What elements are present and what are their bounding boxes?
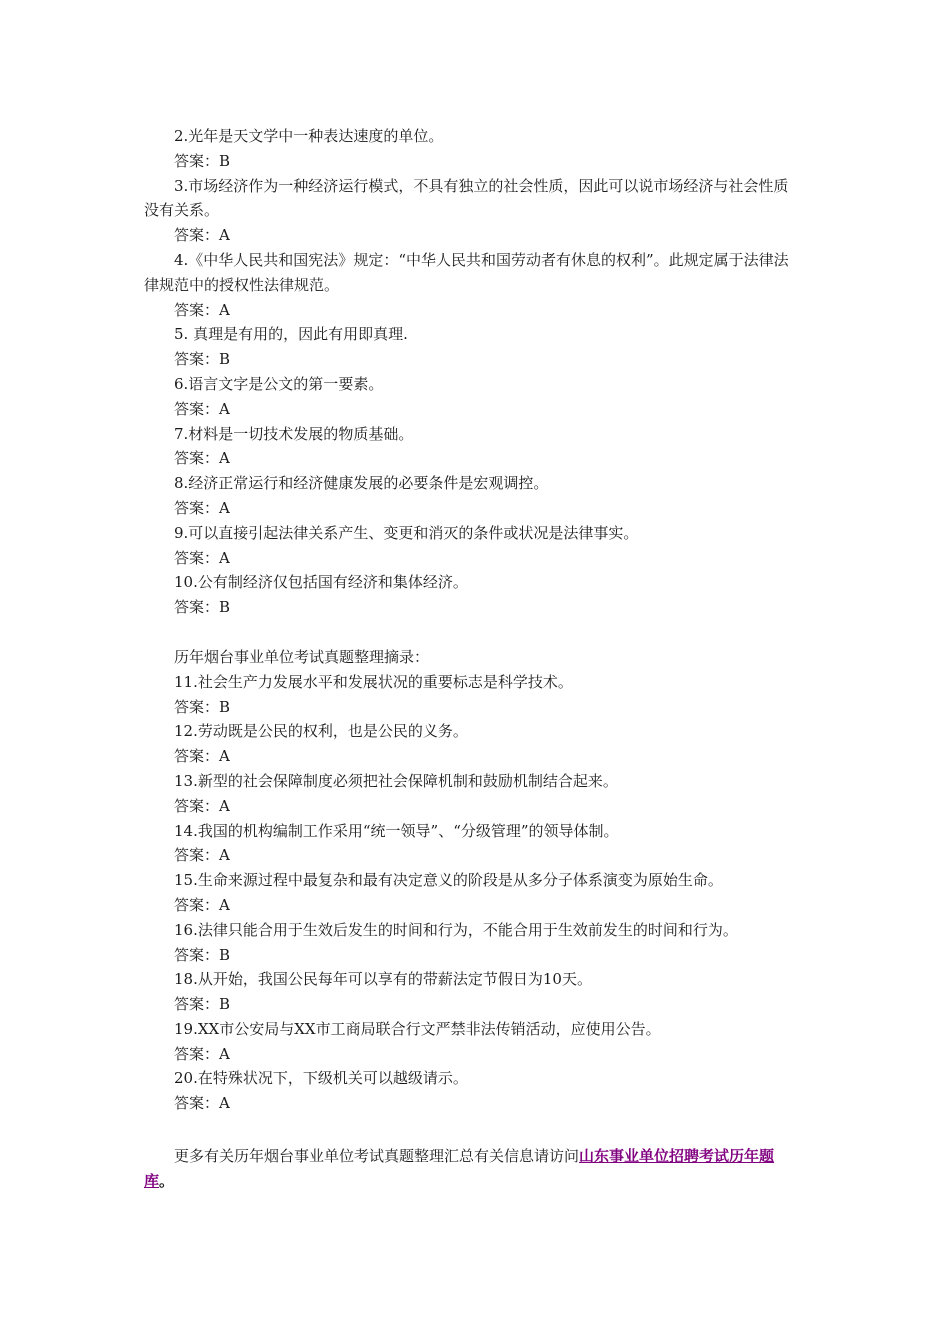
- footer-end: 。: [159, 1171, 175, 1190]
- question: 4.《中华人民共和国宪法》规定：“中华人民共和国劳动者有休息的权利”。此规定属于法律法律规范中的授权性法律规范。: [144, 250, 789, 294]
- answer: 答案：B: [174, 995, 231, 1014]
- section-heading: 历年烟台事业单位考试真题整理摘录：: [174, 647, 430, 666]
- answer: 答案：A: [174, 226, 230, 245]
- answer: 答案：A: [174, 796, 230, 815]
- question: 20.在特殊状况下，下级机关可以越级请示。: [174, 1069, 468, 1088]
- question: 3.市场经济作为一种经济运行模式，不具有独立的社会性质，因此可以说市场经济与社会性质没有关系。: [144, 176, 789, 220]
- footer-text: 更多有关历年烟台事业单位考试真题整理汇总有关信息请访问: [174, 1147, 580, 1166]
- question: 11.社会生产力发展水平和发展状况的重要标志是科学技术。: [174, 672, 573, 691]
- answer: 答案：B: [174, 697, 231, 716]
- question: 2.光年是天文学中一种表达速度的单位。: [174, 127, 444, 145]
- footer-paragraph: [144, 1144, 796, 1194]
- answer: 答案：A: [174, 449, 230, 468]
- question: 5. 真理是有用的，因此有用即真理.: [174, 325, 408, 344]
- question: 13.新型的社会保障制度必须把社会保障机制和鼓励机制结合起来。: [174, 771, 618, 790]
- answer: 答案：A: [174, 399, 230, 418]
- answer: 答案：A: [174, 548, 230, 567]
- question: 9.可以直接引起法律关系产生、变更和消灭的条件或状况是法律事实。: [174, 523, 639, 542]
- answer: 答案：A: [174, 747, 230, 766]
- question-list-2: [144, 670, 796, 1116]
- answer: 答案：B: [174, 598, 231, 617]
- question: 10.公有制经济仅包括国有经济和集体经济。: [174, 573, 468, 592]
- answer: 答案：A: [174, 300, 230, 319]
- answer: 答案：A: [174, 498, 230, 517]
- question: 12.劳动既是公民的权利，也是公民的义务。: [174, 722, 468, 741]
- question: 6.语言文字是公文的第一要素。: [174, 374, 384, 393]
- question: 19.XX市公安局与XX市工商局联合行文严禁非法传销活动，应使用公告。: [174, 1019, 661, 1038]
- question: 18.从开始，我国公民每年可以享有的带薪法定节假日为10天。: [174, 970, 592, 989]
- question-list-1: [144, 124, 796, 620]
- question: 16.法律只能合用于生效后发生的时间和行为，不能合用于生效前发生的时间和行为。: [174, 920, 738, 939]
- answer: 答案：A: [174, 846, 230, 865]
- question-bank-link[interactable]: 山东事业单位招聘考试历年题库: [144, 1147, 775, 1190]
- question: 15.生命来源过程中最复杂和最有决定意义的阶段是从多分子体系演变为原始生命。: [174, 871, 723, 890]
- question: 14.我国的机构编制工作采用“统一领导”、“分级管理”的领导体制。: [174, 821, 619, 840]
- spacer: [144, 620, 796, 645]
- answer: 答案：A: [174, 1044, 230, 1063]
- answer: 答案：B: [174, 350, 231, 369]
- answer: 答案：A: [174, 895, 230, 914]
- answer: 答案：A: [174, 1094, 230, 1113]
- answer: 答案：B: [174, 945, 231, 964]
- document-body: [144, 124, 796, 1194]
- answer: 答案：B: [174, 151, 231, 170]
- spacer: [144, 1116, 796, 1144]
- question: 7.材料是一切技术发展的物质基础。: [174, 424, 414, 443]
- question: 8.经济正常运行和经济健康发展的必要条件是宏观调控。: [174, 474, 549, 493]
